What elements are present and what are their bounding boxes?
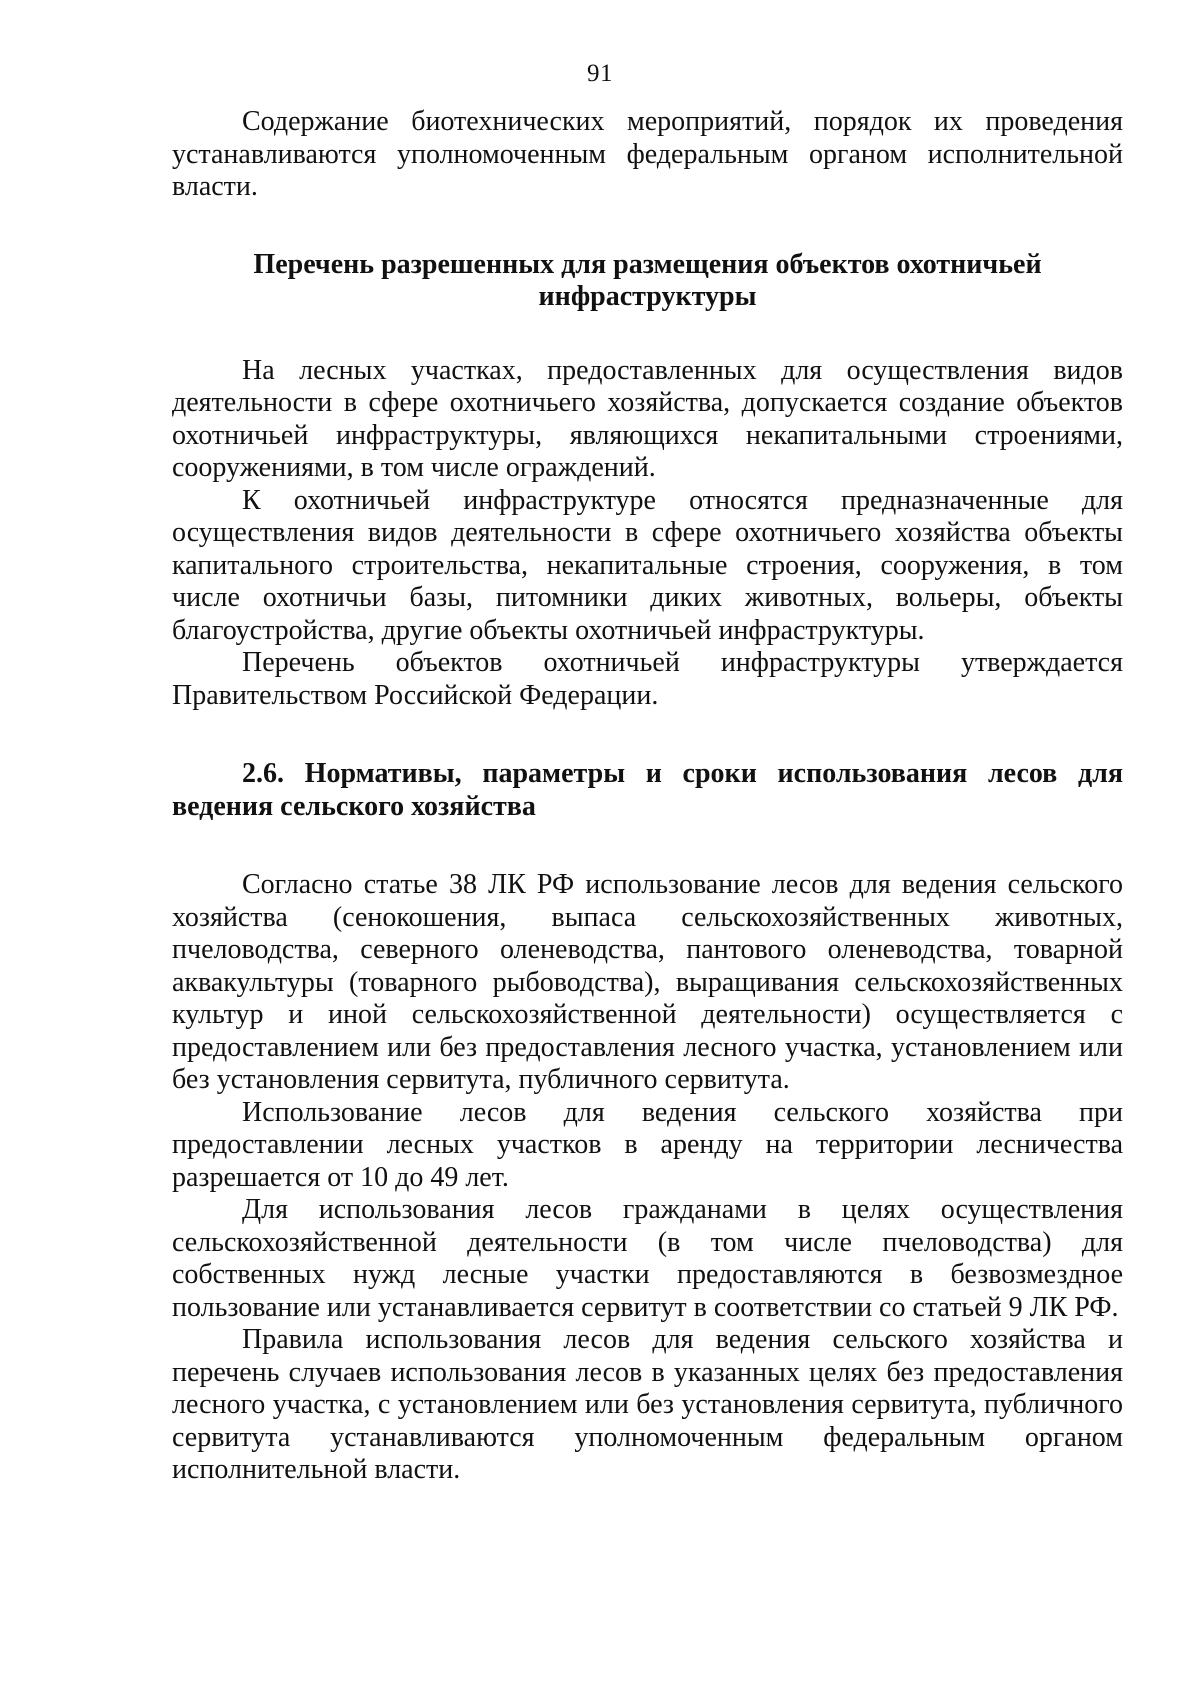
infrastructure-heading: Перечень разрешенных для размещения объектов охотничьей инфраструктуры: [253, 248, 1042, 312]
section-2-6-heading: 2.6. Нормативы, параметры и сроки использования лесов для ведения сельского хозяйства: [172, 758, 1123, 822]
agriculture-paragraph-4: Правила использования лесов для ведения сельского хозяйства и перечень случаев использования лесов в указанных целях без предоставления лесного участка, с установлением или без установления сервитута, публичного сервитута устанавливаются уполномоченным федеральным органом исполнительной власти.: [172, 1324, 1123, 1485]
intro-paragraph: Содержание биотехнических мероприятий, порядок их проведения устанавливаются уполномоченным федеральным органом исполнительной власти.: [172, 106, 1123, 202]
infrastructure-paragraph-3: Перечень объектов охотничьей инфраструктуры утверждается Правительством Российской Федерации.: [172, 647, 1123, 711]
page-number: 91: [587, 60, 613, 87]
agriculture-paragraph-3: Для использования лесов гражданами в целях осуществления сельскохозяйственной деятельности (в том числе пчеловодства) для собственных нужд лесные участки предоставляются в безвозмездное пользование или устанавливается сервитут в соответствии со статьей 9 ЛК РФ.: [172, 1194, 1123, 1323]
infrastructure-paragraph-1: На лесных участках, предоставленных для осуществления видов деятельности в сфере охотничьего хозяйства, допускается создание объектов охотничьей инфраструктуры, являющихся некапитальными строениями, сооружениями, в том числе ограждений.: [172, 354, 1123, 483]
agriculture-paragraph-1: Согласно статье 38 ЛК РФ использование лесов для ведения сельского хозяйства (сенокошения, выпаса сельскохозяйственных животных, пчеловодства, северного оленеводства, пантового оленеводства, товарной аквакультуры (товарного рыбоводства), выращивания сельскохозяйственных культур и иной сельскохозяйственной деятельности) осуществляется с предоставлением или без предоставления лесного участка, установлением или без установления сервитута, публичного сервитута.: [172, 869, 1123, 1095]
agriculture-paragraph-2: Использование лесов для ведения сельского хозяйства при предоставлении лесных участков в аренду на территории лесничества разрешается от 10 до 49 лет.: [172, 1096, 1123, 1193]
infrastructure-paragraph-2: К охотничьей инфраструктуре относятся предназначенные для осуществления видов деятельности в сфере охотничьего хозяйства объекты капитального строительства, некапитальные строения, сооружения, в том числе охотничьи базы, питомники диких животных, вольеры, объекты благоустройства, другие объекты охотничьей инфраструктуры.: [172, 484, 1123, 646]
page-content: [172, 106, 1123, 1487]
